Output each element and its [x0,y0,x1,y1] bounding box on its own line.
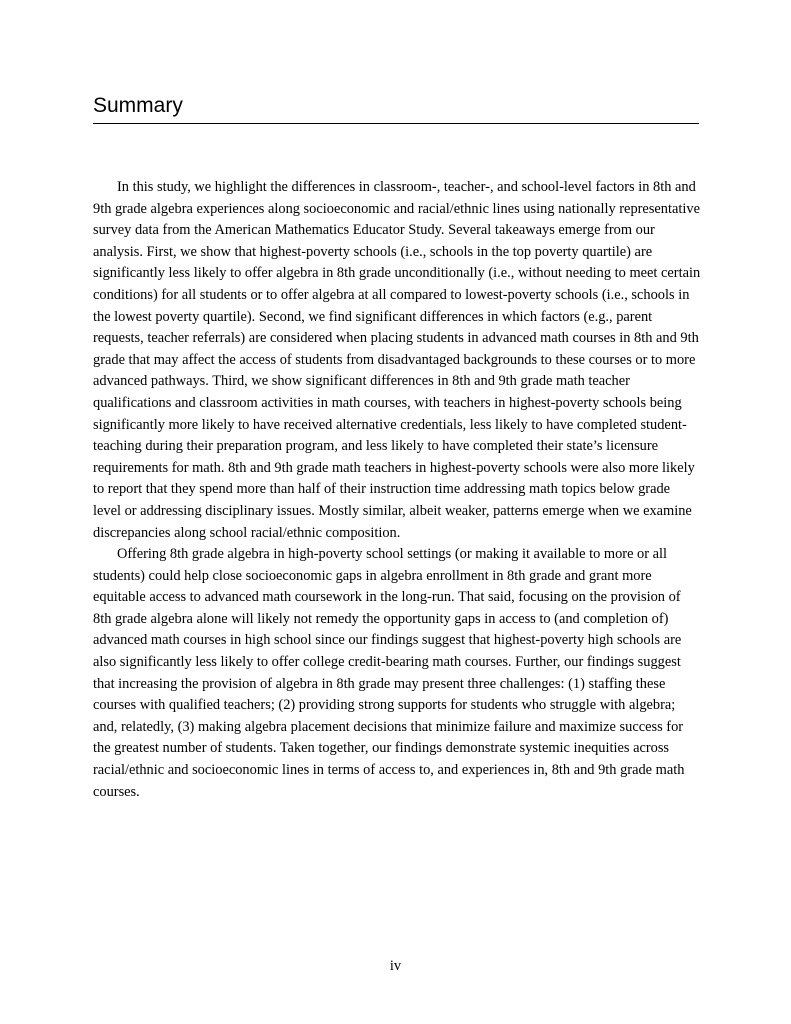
heading-divider [93,123,699,124]
summary-body [93,177,701,803]
section-heading: Summary [93,94,183,117]
page-number: iv [389,958,402,974]
paragraph: In this study, we highlight the differences in classroom-, teacher-, and school-level factors in 8th and 9th grade algebra experiences along socioeconomic and racial/ethnic lines using nationally representative survey data from the American Mathematics Educator Study. Several takeaways emerge from our analysis. First, we show that highest-poverty schools (i.e., schools in the top poverty quartile) are significantly less likely to offer algebra in 8th grade unconditionally (i.e., without needing to meet certain conditions) for all students or to offer algebra at all compared to lowest-poverty schools (i.e., schools in the lowest poverty quartile). Second, we find significant differences in which factors (e.g., parent requests, teacher referrals) are considered when placing students in advanced math courses in 8th and 9th grade that may affect the access of students from disadvantaged backgrounds to these courses or to more advanced pathways. Third, we show significant differences in 8th and 9th grade math teacher qualifications and classroom activities in math courses, with teachers in highest-poverty schools being significantly more likely to have received alternative credentials, less likely to have completed student-teaching during their preparation program, and less likely to have completed their state’s licensure requirements for math. 8th and 9th grade math teachers in highest-poverty schools were also more likely to report that they spend more than half of their instruction time addressing math topics below grade level or addressing disciplinary issues. Mostly similar, albeit weaker, patterns emerge when we examine discrepancies along school racial/ethnic composition. [93,179,701,541]
paragraph: Offering 8th grade algebra in high-poverty school settings (or making it available to more or all students) could help close socioeconomic gaps in algebra enrollment in 8th grade and grant more equitable access to advanced math coursework in the long-run. That said, focusing on the provision of 8th grade algebra alone will likely not remedy the opportunity gaps in access to (and completion of) advanced math courses in high school since our findings suggest that highest-poverty high schools are also significantly less likely to offer college credit-bearing math courses. Further, our findings suggest that increasing the provision of algebra in 8th grade may present three challenges: (1) staffing these courses with qualified teachers; (2) providing strong supports for students who struggle with algebra; and, relatedly, (3) making algebra placement decisions that minimize failure and maximize success for the greatest number of students. Taken together, our findings demonstrate systemic inequities across racial/ethnic and socioeconomic lines in terms of access to, and experiences in, 8th and 9th grade math courses. [93,546,685,800]
